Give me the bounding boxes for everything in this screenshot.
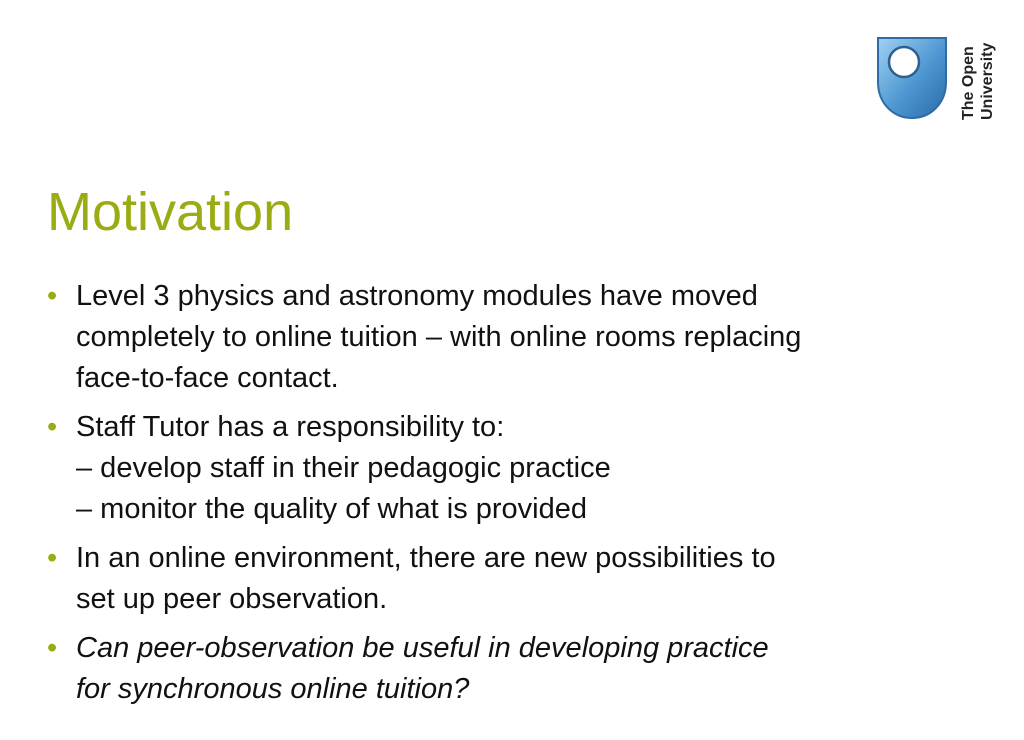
bullet-list xyxy=(47,276,967,718)
logo-line-1: The Open xyxy=(960,46,977,120)
bullet-text-line: completely to online tuition – with online rooms replacing xyxy=(76,321,802,353)
logo-line-2: University xyxy=(979,42,996,120)
open-university-shield-icon xyxy=(876,36,948,120)
bullet-text-line: face-to-face contact. xyxy=(76,362,339,394)
bullet-marker: • xyxy=(47,632,58,664)
bullet-text-line: Can peer-observation be useful in developing practice xyxy=(76,632,769,664)
bullet-text-line: – develop staff in their pedagogic practice xyxy=(76,452,611,484)
open-university-wordmark xyxy=(954,36,996,122)
bullet-text-line: In an online environment, there are new possibilities to xyxy=(76,542,776,574)
bullet-marker: • xyxy=(47,542,58,574)
bullet-text-line: set up peer observation. xyxy=(76,583,388,615)
bullet-text-line: – monitor the quality of what is provided xyxy=(76,493,587,525)
bullet-item-question xyxy=(47,628,967,710)
bullet-text-line: Staff Tutor has a responsibility to: xyxy=(76,411,505,443)
slide-title: Motivation xyxy=(47,182,294,242)
bullet-item xyxy=(47,407,967,530)
bullet-text-line: for synchronous online tuition? xyxy=(76,673,470,705)
bullet-text-line: Level 3 physics and astronomy modules have moved xyxy=(76,280,758,312)
bullet-marker: • xyxy=(47,280,58,312)
bullet-marker: • xyxy=(47,411,58,443)
bullet-item xyxy=(47,538,967,620)
bullet-item xyxy=(47,276,967,399)
open-university-logo xyxy=(876,36,996,122)
